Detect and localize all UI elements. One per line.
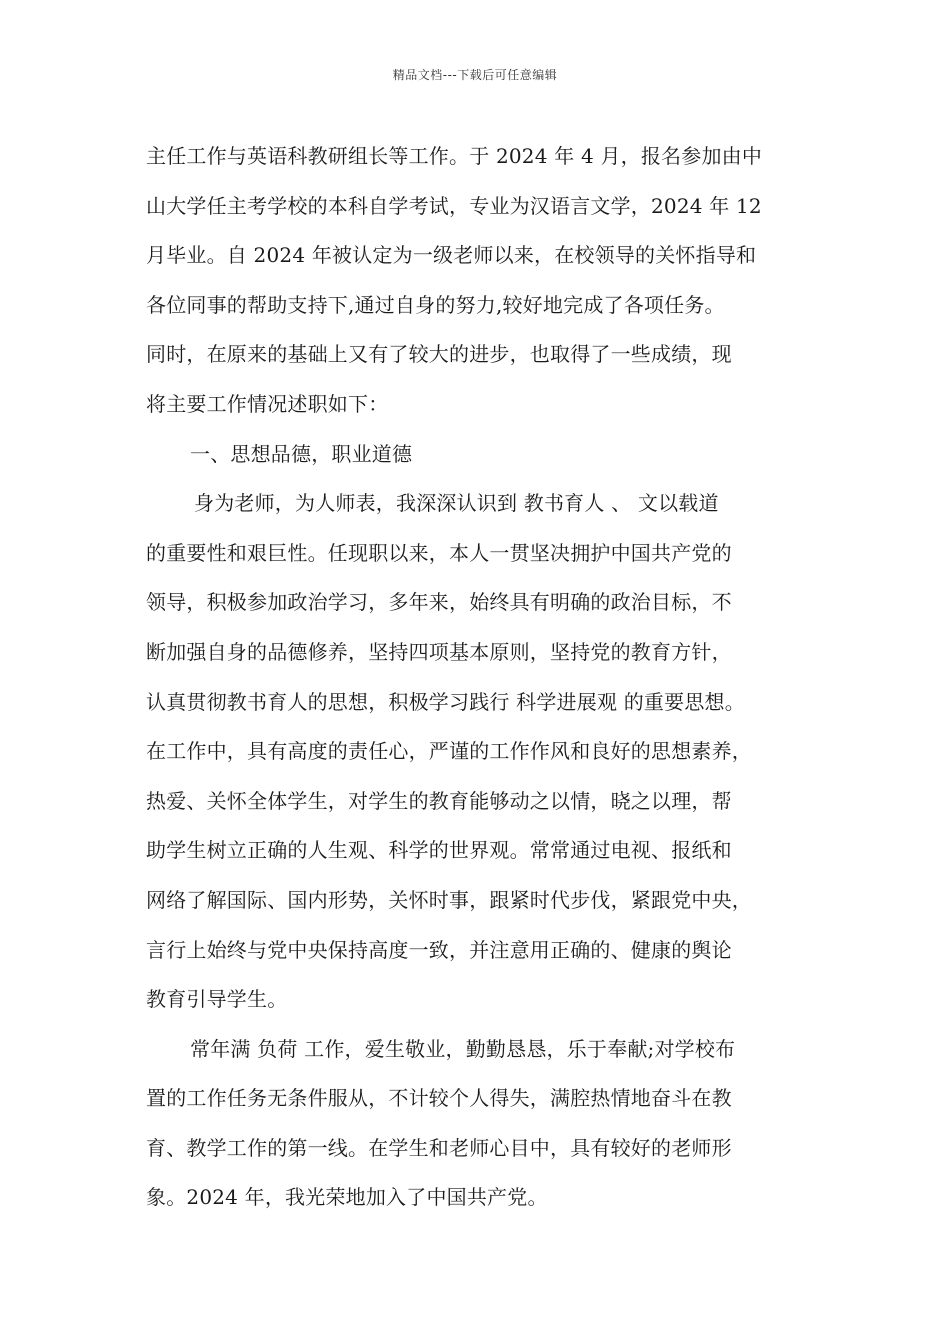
text-line: 认真贯彻教书育人的思想，积极学习践行 科学进展观 的重要思想。 — [146, 689, 745, 714]
text-line: 助学生树立正确的人生观、科学的世界观。常常通过电视、报纸和 — [146, 838, 732, 863]
text-line: 各位同事的帮助支持下,通过自身的努力,较好地完成了各项任务。 — [146, 292, 725, 317]
text-line: 身为老师，为人师表，我深深认识到 教书育人 、 文以载道 — [194, 491, 719, 516]
text-line: 领导，积极参加政治学习，多年来，始终具有明确的政治目标，不 — [146, 590, 732, 615]
text-line: 育、教学工作的第一线。在学生和老师心目中，具有较好的老师形 — [146, 1135, 732, 1160]
section-heading: 一、思想品德，职业道德 — [190, 441, 413, 466]
page-header: 精品文档---下载后可任意编辑 — [392, 68, 558, 82]
text-line: 的重要性和艰巨性。任现职以来，本人一贯坚决拥护中国共产党的 — [146, 540, 732, 565]
text-line: 教育引导学生。 — [146, 987, 288, 1012]
text-line: 主任工作与英语科教研组长等工作。于 2024 年 4 月，报名参加由中 — [146, 144, 763, 168]
text-line: 置的工作任务无条件服从，不计较个人得失，满腔热情地奋斗在教 — [146, 1086, 732, 1111]
text-line: 在工作中，具有高度的责任心，严谨的工作作风和良好的思想素养， — [146, 739, 752, 764]
text-line: 象。2024 年，我光荣地加入了中国共产党。 — [146, 1185, 548, 1210]
text-line: 山大学任主考学校的本科自学考试，专业为汉语言文学，2024 年 12 — [146, 193, 762, 218]
document-body — [146, 132, 826, 1223]
text-line: 常年满 负荷 工作，爱生敬业，勤勤恳恳，乐于奉献;对学校布 — [190, 1036, 736, 1061]
text-line: 同时，在原来的基础上又有了较大的进步，也取得了一些成绩，现 — [146, 342, 732, 367]
text-line: 网络了解国际、国内形势，关怀时事，跟紧时代步伐，紧跟党中央， — [146, 887, 752, 912]
text-line: 月毕业。自 2024 年被认定为一级老师以来，在校领导的关怀指导和 — [146, 243, 757, 268]
text-line: 断加强自身的品德修养，坚持四项基本原则，坚持党的教育方针， — [146, 639, 732, 664]
text-line: 将主要工作情况述职如下： — [146, 391, 389, 416]
text-line: 热爱、关怀全体学生，对学生的教育能够动之以情，晓之以理，帮 — [146, 788, 732, 813]
text-line: 言行上始终与党中央保持高度一致，并注意用正确的、健康的舆论 — [146, 937, 732, 962]
